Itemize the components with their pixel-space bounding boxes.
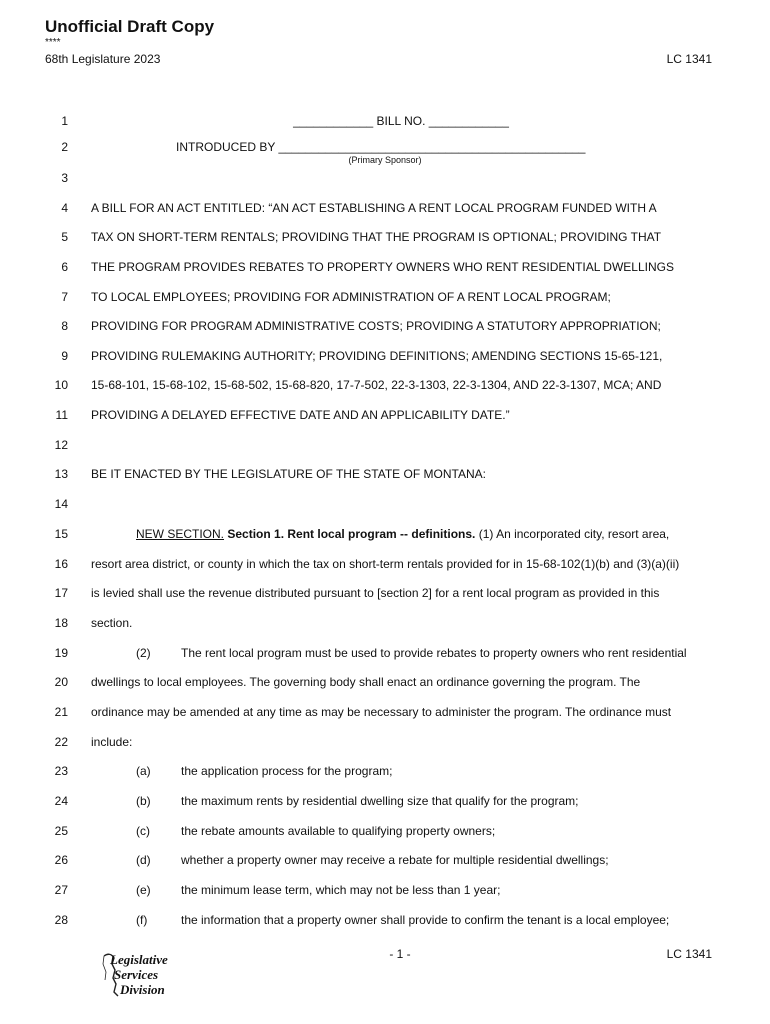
line-number: 25 — [54, 824, 68, 838]
line-text: PROVIDING A DELAYED EFFECTIVE DATE AND AN APPLICABILITY DATE.” — [91, 408, 510, 422]
line-number: 3 — [61, 171, 68, 185]
section-heading — [136, 527, 669, 541]
line-text: TAX ON SHORT-TERM RENTALS; PROVIDING THAT THE PROGRAM IS OPTIONAL; PROVIDING THAT — [91, 230, 662, 244]
line-number: 10 — [54, 378, 68, 392]
item-label: (a) — [136, 764, 151, 778]
legislative-services-logo — [100, 950, 186, 998]
line-number: 20 — [54, 675, 68, 689]
page-number: - 1 - — [389, 947, 411, 961]
line-number: 21 — [54, 705, 68, 719]
line-text: ordinance may be amended at any time as may be necessary to administer the program. The ordinance must — [91, 705, 672, 719]
line-number: 18 — [54, 616, 68, 630]
logo-line-division: Division — [120, 982, 165, 997]
line-number: 14 — [54, 497, 68, 511]
header-stars: **** — [45, 37, 61, 48]
line-number: 13 — [54, 467, 68, 481]
line-text: TO LOCAL EMPLOYEES; PROVIDING FOR ADMINISTRATION OF A RENT LOCAL PROGRAM; — [91, 290, 611, 304]
item-text: the rebate amounts available to qualifying property owners; — [181, 824, 496, 838]
line-text: resort area district, or county in which the tax on short-term rentals provided for in 15-68-102(1)(b) and (3)(a)(ii) — [91, 557, 680, 571]
document-title: Unofficial Draft Copy — [45, 17, 215, 36]
line-number: 23 — [54, 764, 68, 778]
line-number: 15 — [54, 527, 68, 541]
line-text: section. — [91, 616, 133, 630]
item-text: the information that a property owner shall provide to confirm the tenant is a local employee; — [181, 913, 670, 927]
line-number: 6 — [61, 260, 68, 274]
line-number: 11 — [55, 408, 68, 422]
subsection-label: (2) — [136, 646, 151, 660]
line-number: 24 — [54, 794, 68, 808]
item-text: whether a property owner may receive a rebate for multiple residential dwellings; — [181, 853, 609, 867]
line-number: 2 — [61, 140, 68, 154]
line-text: PROVIDING RULEMAKING AUTHORITY; PROVIDING DEFINITIONS; AMENDING SECTIONS 15-65-121, — [91, 349, 663, 363]
line-text: include: — [91, 735, 133, 749]
line-text: A BILL FOR AN ACT ENTITLED: “AN ACT ESTABLISHING A RENT LOCAL PROGRAM FUNDED WITH A — [91, 201, 657, 215]
item-label: (e) — [136, 883, 151, 897]
logo-line-services: Services — [114, 967, 159, 982]
item-label: (c) — [136, 824, 150, 838]
section-title: Section 1. Rent local program -- definitions. — [224, 527, 476, 541]
lc-number-footer: LC 1341 — [666, 947, 712, 961]
line-text: THE PROGRAM PROVIDES REBATES TO PROPERTY OWNERS WHO RENT RESIDENTIAL DWELLINGS — [91, 260, 674, 274]
line-number: 4 — [61, 201, 68, 215]
line-number: 27 — [54, 883, 68, 897]
line-number: 12 — [54, 438, 68, 452]
item-label: (f) — [136, 913, 148, 927]
logo-line-legislative: Legislative — [110, 952, 168, 967]
line-number: 16 — [54, 557, 68, 571]
line-number: 7 — [61, 290, 68, 304]
line-number: 17 — [54, 586, 68, 600]
enacting-clause: BE IT ENACTED BY THE LEGISLATURE OF THE STATE OF MONTANA: — [91, 467, 486, 481]
primary-sponsor: (Primary Sponsor) — [348, 155, 422, 165]
item-text: the minimum lease term, which may not be less than 1 year; — [181, 883, 501, 897]
bill-number: ____________ BILL NO. ____________ — [293, 114, 509, 128]
line-text: (1) An incorporated city, resort area, — [475, 527, 670, 541]
lc-number-header: LC 1341 — [666, 52, 712, 66]
legislature-label: 68th Legislature 2023 — [45, 52, 161, 66]
line-number: 5 — [61, 230, 68, 244]
line-text: dwellings to local employees. The governing body shall enact an ordinance governing the program. The — [91, 675, 641, 689]
item-text: the maximum rents by residential dwelling size that qualify for the program; — [181, 794, 579, 808]
line-number: 19 — [54, 646, 68, 660]
line-number: 1 — [61, 114, 68, 128]
line-number: 28 — [54, 913, 68, 927]
line-text: is levied shall use the revenue distributed pursuant to [section 2] for a rent local program as provided in this — [91, 586, 660, 600]
line-number: 22 — [54, 735, 68, 749]
line-text: The rent local program must be used to provide rebates to property owners who rent residential — [181, 646, 687, 660]
item-label: (d) — [136, 853, 151, 867]
line-number: 8 — [61, 319, 68, 333]
line-number: 26 — [54, 853, 68, 867]
new-section-label: NEW SECTION. — [136, 527, 225, 541]
item-label: (b) — [136, 794, 151, 808]
line-number: 9 — [61, 349, 68, 363]
item-text: the application process for the program; — [181, 764, 393, 778]
line-text: 15-68-101, 15-68-102, 15-68-502, 15-68-820, 17-7-502, 22-3-1303, 22-3-1304, AND 22-3-1307, MCA; AND — [91, 378, 662, 392]
introduced-by: INTRODUCED BY ______________________________________________ — [176, 140, 586, 154]
line-text: PROVIDING FOR PROGRAM ADMINISTRATIVE COSTS; PROVIDING A STATUTORY APPROPRIATION; — [91, 319, 661, 333]
